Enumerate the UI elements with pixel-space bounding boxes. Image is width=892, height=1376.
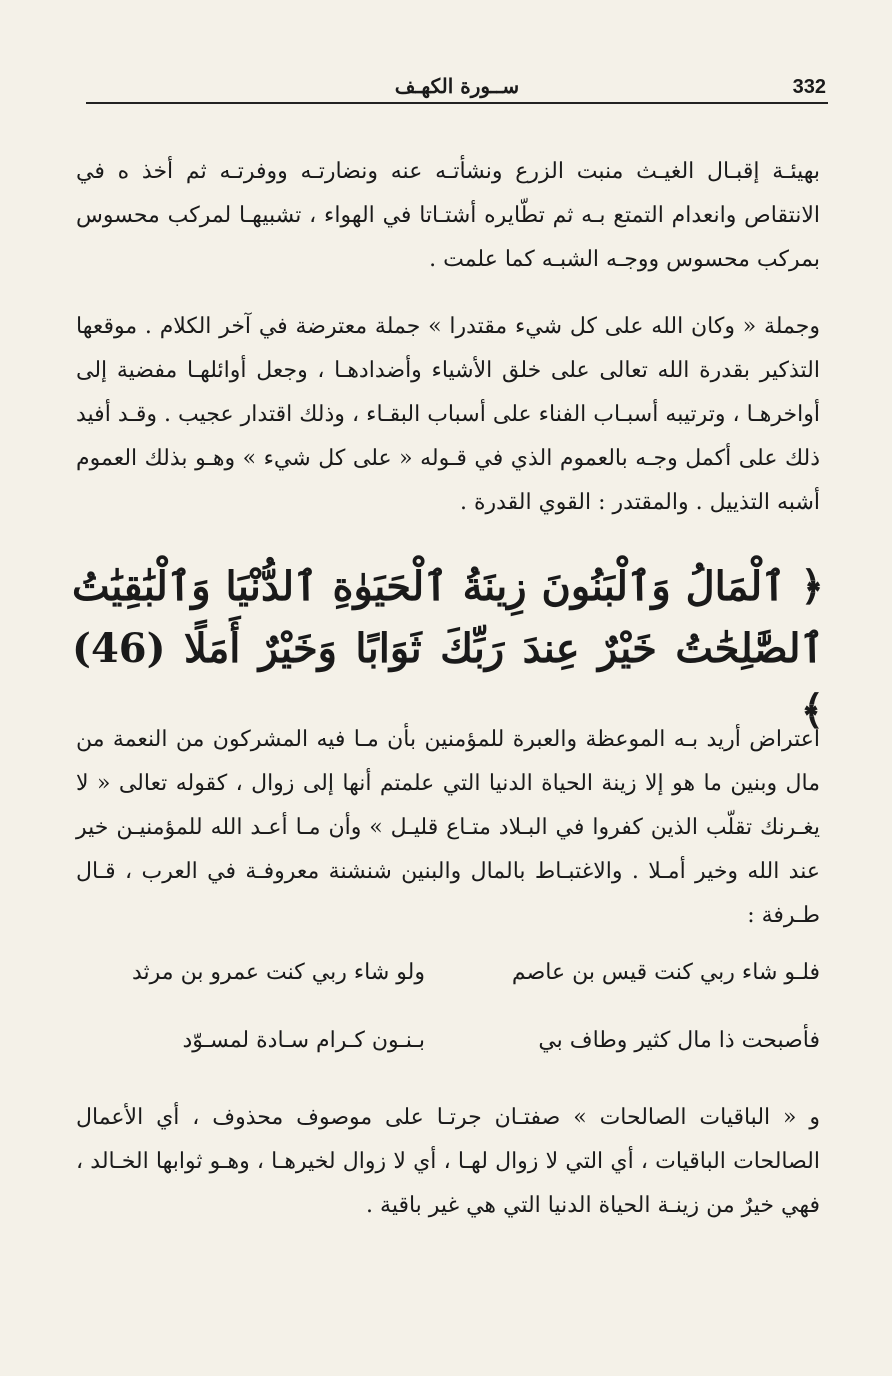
poetry-verse-2 bbox=[110, 1028, 820, 1068]
poetry-verse-1-first-hemistich: فلـو شاء ربي كنت قيس بن عاصم bbox=[511, 960, 820, 985]
paragraph-3-text: اعتراض أريد بـه الموعظة والعبرة للمؤمنين بأن مـا فيه المشركون من النعمة من مال وبنين ما هو إلا زينة الحياة الدنيا التي علمتم أنها إلى زوال ، كقوله تعالى « لا يغـرنك تقلّب الذين كفروا في البـلاد متـاع قليـل » وأن مـا أعـد الله للمؤمنيـن خير عند الله وخير أمـلا . والاغتبـاط بالمال والبنين شنشنة معروفـة في العرب ، قـال طـرفة : bbox=[76, 727, 820, 928]
page-number: 332 bbox=[792, 76, 826, 98]
paragraph-1 bbox=[76, 150, 820, 282]
paragraph-4 bbox=[76, 1096, 820, 1228]
paragraph-2-text: وجملة « وكان الله على كل شيء مقتدرا » جملة معترضة في آخر الكلام . موقعها التذكير بقدرة الله تعالى على خلق الأشياء وأضدادهـا ، وجعل أوائلهـا مفضية إلى أواخرهـا ، وترتيبه أسبـاب الفناء على أسباب البقـاء ، وذلك اقتدار عجيب . وقـد أفيد ذلك على أكمل وجـه بالعموم الذي في قـوله « على كل شيء » وهـو بذلك العموم أشبه التذييل . والمقتدر : القوي القدرة . bbox=[76, 314, 820, 515]
paragraph-4-text: و « الباقيات الصالحات » صفتـان جرتـا على موصوف محذوف ، أي الأعمال الصالحات الباقيات ، أي التي لا زوال لهـا ، أي لا زوال لخيرهـا ، وهـو ثوابها الخـالد ، فهي خيرٌ من زينـة الحياة الدنيا التي هي غير باقية . bbox=[76, 1105, 821, 1218]
page-header bbox=[86, 74, 828, 104]
surah-title: ســورة الكهـف bbox=[394, 74, 520, 98]
poetry-verse-1-second-hemistich: ولو شاء ربي كنت عمرو بن مرثد bbox=[131, 960, 425, 985]
paragraph-1-text: بهيئـة إقبـال الغيـث منبت الزرع ونشأتـه عنه ونضارتـه ووفرتـه ثم أخذ ه في الانتقاص وانعدام التمتع بـه ثم تطّايره أشتـاتا في الهواء ، تشبيهـا لمركب محسوس بمركب محسوس ووجـه الشبـه كما علمت . bbox=[76, 159, 820, 272]
poetry-verse-2-second-hemistich: بـنـون كـرام سـادة لمسـوّد bbox=[182, 1028, 425, 1053]
paragraph-3 bbox=[76, 718, 820, 938]
quran-verse: ﴿ ٱلْمَالُ وَٱلْبَنُونَ زِينَةُ ٱلْحَيَوٰةِ ٱلدُّنْيَا وَٱلْبَٰقِيَٰتُ ٱلصَّٰلِحَٰتُ خَيْرٌ عِندَ رَبِّكَ ثَوَابًا وَخَيْرٌ أَمَلًا (46) ﴾ bbox=[72, 563, 824, 734]
poetry-verse-2-first-hemistich: فأصبحت ذا مال كثير وطاف بي bbox=[538, 1028, 820, 1053]
poetry-verse-1 bbox=[110, 960, 820, 1000]
paragraph-2 bbox=[76, 305, 820, 525]
